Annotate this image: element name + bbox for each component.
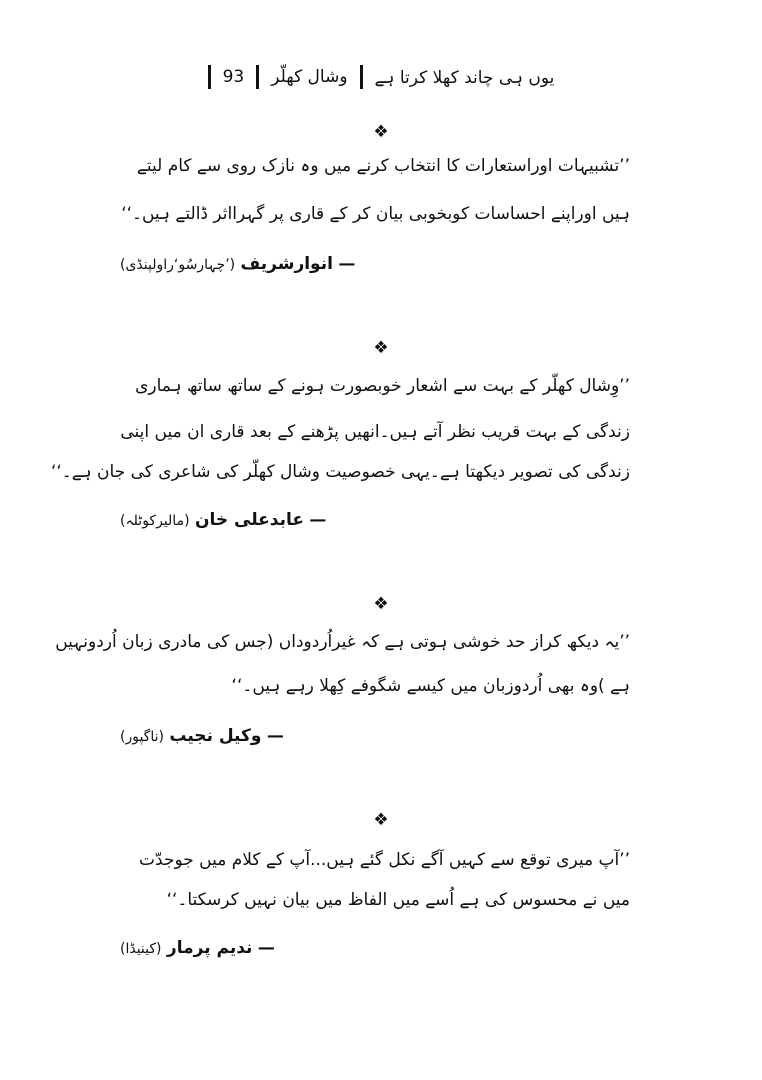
attribution-place: (کینیڈا) [120,941,162,957]
quote-line: ہے )وہ بھی اُردوزبان میں کیسے شگوفے کِھلا رہے ہیں۔‘‘ [231,676,630,696]
book-title: یوں ہی چاند کھلا کرتا ہے [374,67,555,88]
ornament-icon: ❖ [373,122,389,142]
attribution-place: (’چہارسُو‘راولپنڈی) [120,257,236,273]
attribution-place: (ناگپور) [120,729,164,745]
header-separator [256,65,259,89]
quote-line: ہیں اوراپنے احساسات کوبخوبی بیان کر کے قاری پر گہرااثر ڈالتے ہیں۔‘‘ [121,204,630,224]
attribution-name: انوارشریف [240,254,333,274]
ornament-icon: ❖ [373,594,389,614]
running-header [0,62,762,92]
attribution [120,934,630,963]
quote-line: ’’تشبیہات اوراستعارات کا انتخاب کرنے میں وہ نازک روی سے کام لیتے [136,156,630,176]
attribution-dash: — [338,254,356,274]
header-separator [208,65,211,89]
attribution-place: (مالیرکوٹلہ) [120,513,190,529]
attribution-dash: — [309,510,327,530]
page-number: 93 [222,67,245,87]
ornament-icon: ❖ [373,338,389,358]
quote-line: میں نے محسوس کی ہے اُسے میں الفاظ میں بیان نہیں کرسکتا۔‘‘ [166,890,630,910]
header-separator [360,65,363,89]
ornament-icon: ❖ [373,810,389,830]
attribution-dash: — [266,726,284,746]
attribution-name: عابدعلی خان [194,510,304,530]
quote-line: زندگی کے بہت قریب نظر آتے ہیں۔انھیں پڑھنے کے بعد قاری ان میں اپنی [120,422,630,442]
attribution [120,722,630,751]
quote-line: ’’وِشال کھلّر کے بہت سے اشعار خوبصورت ہونے کے ساتھ ساتھ ہماری [135,376,630,396]
attribution-name: ندیم پرمار [166,938,253,958]
quote-line: زندگی کی تصویر دیکھتا ہے۔یہی خصوصیت وشال کھلّر کی شاعری کی جان ہے۔‘‘ [50,462,630,482]
attribution-dash: — [257,938,275,958]
author-name: وشال کھلّر [271,67,348,87]
attribution-name: وکیل نجیب [169,726,262,746]
attribution [120,250,630,279]
attribution [120,506,630,535]
quote-line: ’’یہ دیکھ کراز حد خوشی ہوتی ہے کہ غیراُردوداں (جس کی مادری زبان اُردونہیں [55,632,630,652]
quote-line: ’’آپ میری توقع سے کہیں آگے نکل گئے ہیں...آپ کے کلام میں جوجدّت [139,850,630,870]
